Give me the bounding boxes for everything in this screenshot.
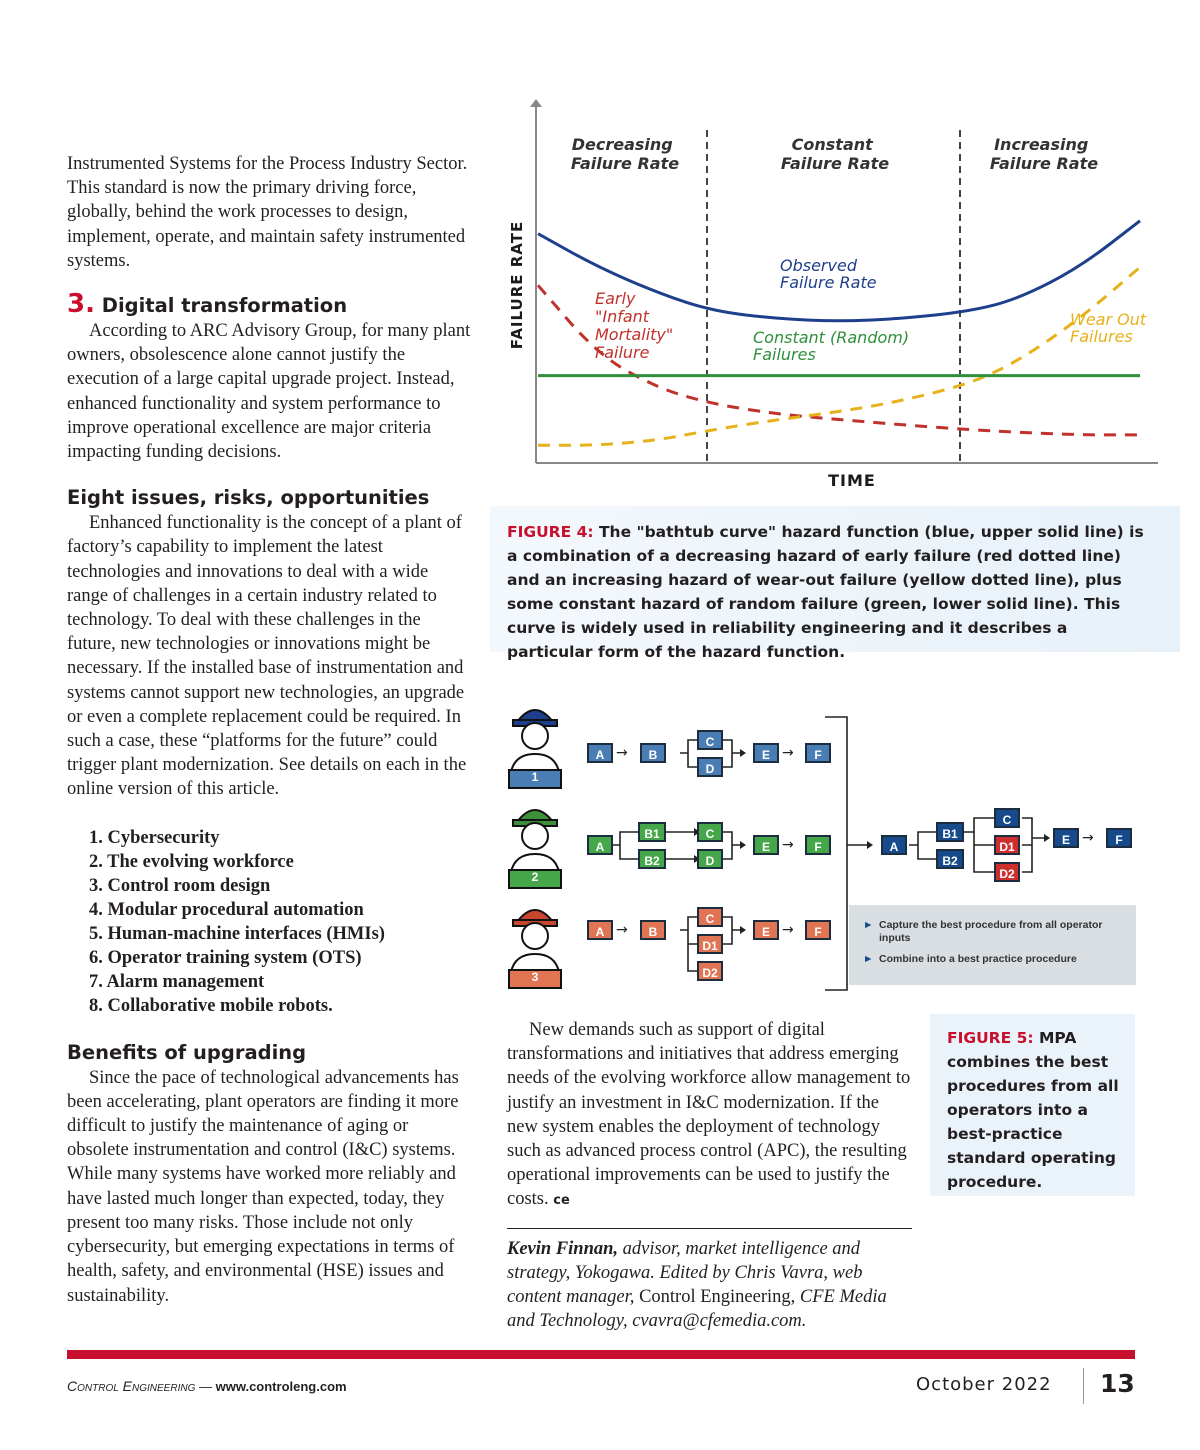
wear-line1: Wear Out bbox=[1070, 310, 1147, 329]
note-text: Capture the best procedure from all operator inputs bbox=[879, 919, 1103, 944]
section3-paragraph: According to ARC Advisory Group, for many plant owners, obsolescence alone cannot justify the execution of a large capital upgrade project. Instead, enhanced functionality and system performance to improve operational excellence are major criteria impacting funding decisions. bbox=[67, 321, 471, 463]
operator-2-number: 2 bbox=[531, 870, 539, 884]
early-line4: Failure bbox=[595, 343, 650, 362]
footer-rule bbox=[67, 1350, 1135, 1359]
step-box: D2 bbox=[697, 961, 723, 981]
section3-heading bbox=[67, 291, 472, 319]
early-line2: "Infant bbox=[595, 307, 650, 326]
page-number: 13 bbox=[1100, 1369, 1135, 1398]
early-line1: Early bbox=[595, 289, 636, 308]
constant-label bbox=[753, 328, 914, 364]
figure4-label: FIGURE 4: bbox=[507, 523, 594, 541]
step-box: C bbox=[994, 808, 1020, 828]
closing-paragraph bbox=[507, 1018, 912, 1214]
step-box: E bbox=[753, 920, 779, 940]
issues-list bbox=[67, 826, 472, 1018]
step-box: C bbox=[697, 730, 723, 750]
region3-line2: Failure Rate bbox=[989, 154, 1099, 173]
flow-arrow-icon: → bbox=[1082, 830, 1094, 846]
issues-heading: Eight issues, risks, opportunities bbox=[67, 486, 430, 510]
step-box: E bbox=[753, 835, 779, 855]
right-text-column bbox=[507, 1018, 912, 1333]
figure4-caption bbox=[490, 506, 1180, 661]
step-box: E bbox=[753, 743, 779, 763]
y-axis-arrow bbox=[530, 99, 542, 107]
benefits-paragraph: Since the pace of technological advancements has been accelerating, plant operators are finding it more difficult to justify the maintenance of aging or obsolete instrumentation and control (I&C) systems. While many systems have worked more reliably and have lasted much longer than expected, today, they present too many risks. Those include not only cybersecurity, but emerging expectations in terms of health, safety, and environmental (HSE) issues and sustainability. bbox=[67, 1067, 459, 1306]
website-link[interactable]: www.controleng.com bbox=[215, 1379, 347, 1394]
list-item: 7. Alarm management bbox=[89, 971, 265, 992]
author-name: Kevin Finnan, bbox=[507, 1238, 619, 1259]
figure5-text: MPA combines the best procedures from all operators into a best-practice standard operating procedure. bbox=[947, 1029, 1119, 1191]
section3-title: Digital transformation bbox=[101, 294, 348, 318]
step-box: D2 bbox=[994, 862, 1020, 882]
bullet-arrow-icon: ► bbox=[863, 919, 874, 931]
observed-line2: Failure Rate bbox=[780, 273, 877, 292]
footer-left bbox=[67, 1378, 347, 1394]
step-box: B2 bbox=[936, 849, 964, 869]
constant-line1: Constant (Random) bbox=[753, 328, 910, 347]
step-box: D bbox=[697, 757, 723, 777]
step-box: F bbox=[1106, 828, 1132, 848]
step-box: A bbox=[587, 920, 613, 940]
step-box: B bbox=[640, 920, 666, 940]
region2-line1: Constant bbox=[791, 135, 873, 154]
footer-dash: — bbox=[198, 1379, 212, 1394]
benefits-heading: Benefits of upgrading bbox=[67, 1040, 307, 1064]
mpa-diagram bbox=[500, 695, 1150, 995]
author-bio bbox=[507, 1237, 912, 1334]
step-box: F bbox=[805, 835, 831, 855]
region2-title bbox=[781, 135, 889, 173]
flow-arrow-icon: → bbox=[616, 745, 628, 761]
flow-arrow-icon: → bbox=[782, 922, 794, 938]
closing-text: New demands such as support of digital transformations and initiatives that address emerging needs of the evolving workforce allow management to justify an investment in I&C modernization. If the new system enables the deployment of technology such as advanced process control (APC), the resulting operational improvements can be used to justify the costs. bbox=[507, 1020, 911, 1210]
list-item: 2. The evolving workforce bbox=[89, 851, 294, 872]
operator-1-number: 1 bbox=[531, 770, 539, 784]
operator-3-number: 3 bbox=[531, 970, 539, 984]
step-box: D bbox=[697, 849, 723, 869]
list-item: 1. Cybersecurity bbox=[89, 827, 220, 848]
step-box: D1 bbox=[697, 934, 723, 954]
y-axis-label: FAILURE RATE bbox=[508, 220, 526, 350]
figure5-label: FIGURE 5: bbox=[947, 1029, 1034, 1047]
step-box: C bbox=[697, 907, 723, 927]
observed-line1: Observed bbox=[780, 256, 857, 275]
left-column bbox=[67, 150, 472, 1308]
step-box: F bbox=[805, 920, 831, 940]
section3-number: 3. bbox=[67, 289, 95, 320]
early-label bbox=[595, 289, 678, 362]
figure4-text: The "bathtub curve" hazard function (blue, upper solid line) is a combination of a decreasing hazard of early failure (red dotted line) and an increasing hazard of wear-out failure (yellow dotted line), plus some constant hazard of random failure (green, lower solid line). This curve is widely used in reliability engineering and it describes a particular form of the hazard function. bbox=[507, 523, 1144, 661]
list-item: 6. Operator training system (OTS) bbox=[89, 947, 362, 968]
list-item: 8. Collaborative mobile robots. bbox=[89, 995, 333, 1016]
mpa-notes-panel bbox=[849, 905, 1136, 985]
step-box: F bbox=[805, 743, 831, 763]
flow-arrow-icon: → bbox=[782, 745, 794, 761]
wear-label bbox=[1070, 310, 1151, 346]
bullet-arrow-icon: ► bbox=[863, 953, 874, 965]
flow-arrow-icon: → bbox=[782, 837, 794, 853]
observed-label bbox=[780, 256, 877, 292]
region2-line2: Failure Rate bbox=[780, 154, 890, 173]
list-item: 4. Modular procedural automation bbox=[89, 899, 364, 920]
x-axis-label: TIME bbox=[828, 471, 876, 490]
step-box: B1 bbox=[936, 822, 964, 842]
bathtub-chart bbox=[500, 95, 1170, 495]
region1-line2: Failure Rate bbox=[570, 154, 680, 173]
issues-paragraph: Enhanced functionality is the concept of a plant of factory’s capability to implement the latest technologies and innovations to deal with a wide range of challenges in a certain industry related to technology. To deal with these challenges in the future, new technologies or innovations might be necessary. If the installed base of instrumentation and systems cannot support new technologies, an upgrade or even a complete replacement could be required. In such a case, these “platforms for the future” could trigger plant modernization. See details on each in the online version of this article. bbox=[67, 513, 467, 800]
early-line3: Mortality" bbox=[595, 325, 674, 344]
constant-line2: Failures bbox=[753, 345, 816, 364]
note-item bbox=[863, 919, 1126, 945]
magazine-name: Control Engineering bbox=[67, 1378, 196, 1394]
step-box: A bbox=[881, 835, 907, 855]
footer-divider bbox=[1083, 1368, 1084, 1404]
author-divider bbox=[507, 1228, 912, 1229]
end-mark: ce bbox=[553, 1193, 570, 1209]
figure5-caption bbox=[930, 1014, 1135, 1196]
region1-line1: Decreasing bbox=[571, 135, 673, 154]
step-box: D1 bbox=[994, 835, 1020, 855]
issue-date: October 2022 bbox=[916, 1374, 1052, 1395]
flow-arrow-icon: → bbox=[616, 922, 628, 938]
note-item bbox=[863, 953, 1126, 966]
wear-line2: Failures bbox=[1070, 327, 1133, 346]
region3-title bbox=[990, 135, 1098, 173]
author-bio-1: advisor, market intelligence and strategy, Yokogawa. Edited by Chris Vavra, web content manager, bbox=[507, 1238, 863, 1308]
step-box: A bbox=[587, 743, 613, 763]
list-item: 5. Human-machine interfaces (HMIs) bbox=[89, 923, 385, 944]
step-box: B bbox=[640, 743, 666, 763]
region3-line1: Increasing bbox=[994, 135, 1089, 154]
step-box: B2 bbox=[638, 849, 666, 869]
list-item: 3. Control room design bbox=[89, 875, 271, 896]
step-box: E bbox=[1053, 828, 1079, 848]
note-text: Combine into a best practice procedure bbox=[879, 953, 1077, 965]
publication-name: Control Engineering, bbox=[639, 1287, 796, 1308]
intro-paragraph: Instrumented Systems for the Process Industry Sector. This standard is now the primary driving force, globally, behind the work processes to design, implement, operate, and maintain safety instrumented systems. bbox=[67, 154, 468, 271]
step-box: A bbox=[587, 835, 613, 855]
author-bio-2: CFE Media and Technology, cvavra@cfemedia.com. bbox=[507, 1287, 887, 1332]
region1-title bbox=[571, 135, 679, 173]
step-box: B1 bbox=[638, 822, 666, 842]
step-box: C bbox=[697, 822, 723, 842]
